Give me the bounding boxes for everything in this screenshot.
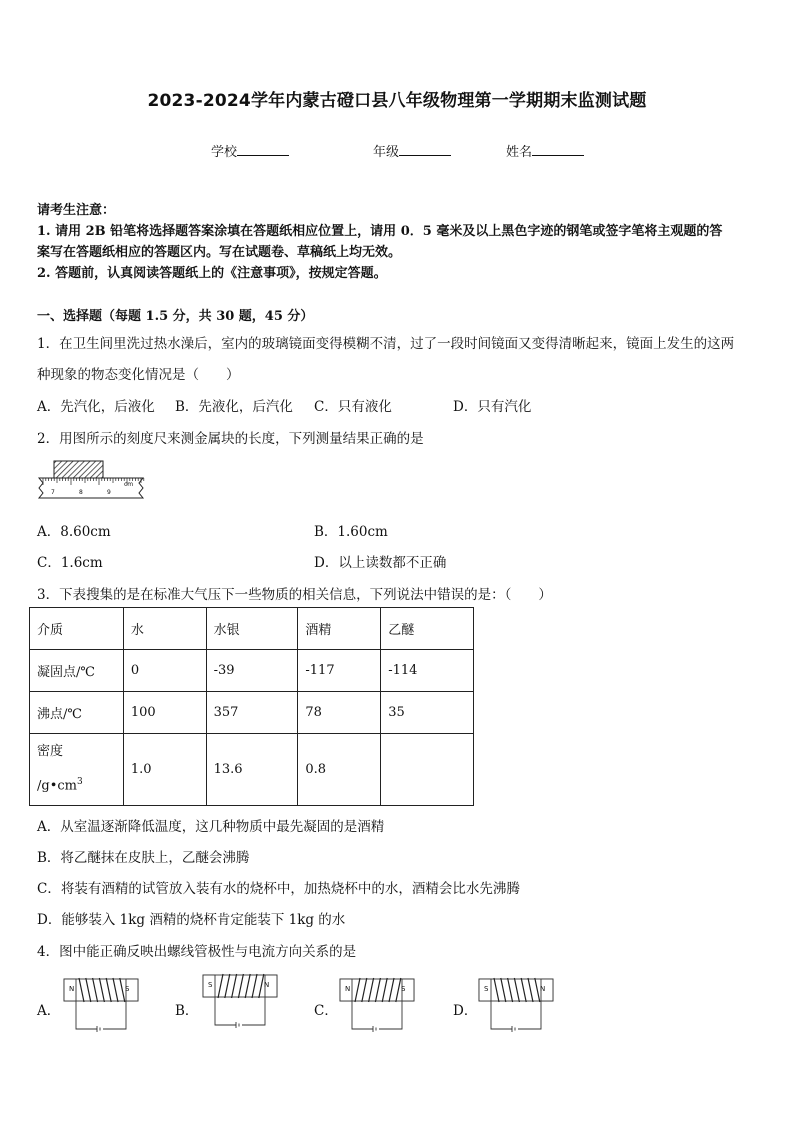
q4-option-d-label: D． (453, 1003, 478, 1019)
left-pole-label: S (484, 985, 489, 993)
q2-stem: 2．用图所示的刻度尺来测金属块的长度，下列测量结果正确的是 (37, 431, 424, 447)
ruler-figure (35, 459, 147, 501)
ruler-tick-label-7: 7 (51, 489, 55, 496)
q4-option-c-label: C． (314, 1003, 338, 1019)
grade-label: 年级 (373, 145, 400, 160)
table-cell: 100 (123, 692, 206, 734)
table-cell (381, 734, 474, 806)
q1-option-a: A．先汽化，后液化 (37, 399, 155, 415)
table-header-cell: 水银 (206, 608, 298, 650)
ruler-unit-label: cm (124, 481, 134, 488)
q3-stem: 3．下表搜集的是在标准大气压下一些物质的相关信息，下列说法中错误的是：（ ） (37, 587, 552, 603)
grade-field (373, 141, 451, 160)
density-label-line-1: 密度 (37, 744, 64, 760)
q2-option-a: A．8.60cm (37, 524, 111, 540)
left-pole-label: N (69, 985, 75, 993)
school-label: 学校 (211, 145, 238, 160)
q2-option-d: D．以上读数都不正确 (314, 555, 447, 571)
right-pole-label: N (264, 981, 270, 989)
table-cell: -39 (206, 650, 298, 692)
notice-item-1-line-1: 1. 请用 2B 铅笔将选择题答案涂填在答题纸相应位置上，请用 0．5 毫米及以上黑色字迹的钢笔或签字笔将主观题的答 (37, 224, 723, 239)
q3-option-c: C．将装有酒精的试管放入装有水的烧杯中，加热烧杯中的水，酒精会比水先沸腾 (37, 881, 520, 897)
table-cell (30, 734, 124, 806)
table-cell: -117 (298, 650, 381, 692)
table-header-cell: 介质 (30, 608, 124, 650)
table-row (30, 650, 474, 692)
table-cell: 35 (381, 692, 474, 734)
solenoid-figure-b (201, 972, 279, 1036)
table-header-cell: 水 (123, 608, 206, 650)
ruler-tick-label-9: 9 (107, 489, 111, 496)
density-label-line-2 (37, 767, 123, 801)
table-row (30, 692, 474, 734)
right-pole-label: S (125, 985, 130, 993)
q1-option-b: B．先液化，后汽化 (175, 399, 293, 415)
q2-option-b: B．1.60cm (314, 524, 388, 540)
left-pole-label: N (345, 985, 351, 993)
table-header-cell: 乙醚 (381, 608, 474, 650)
grade-blank (399, 142, 451, 156)
properties-table (29, 607, 474, 806)
q3-option-d: D．能够装入 1kg 酒精的烧杯肯定能装下 1kg 的水 (37, 912, 346, 928)
density-unit: /g•cm (37, 778, 77, 794)
right-pole-label: N (540, 985, 546, 993)
table-cell: 13.6 (206, 734, 298, 806)
q1-option-c: C．只有液化 (314, 399, 392, 415)
q2-option-c: C．1.6cm (37, 555, 103, 571)
table-cell: 0.8 (298, 734, 381, 806)
table-header-row (30, 608, 474, 650)
q3-option-a: A．从室温逐渐降低温度，这几种物质中最先凝固的是酒精 (37, 819, 385, 835)
q1-option-d: D．只有汽化 (453, 399, 532, 415)
table-cell: 沸点/℃ (30, 692, 124, 734)
name-field (506, 141, 584, 160)
notice-item-2: 2. 答题前，认真阅读答题纸上的《注意事项》，按规定答题。 (37, 266, 387, 281)
notice-item-1-line-2: 案写在答题纸相应的答题区内。写在试题卷、草稿纸上均无效。 (37, 245, 402, 260)
solenoid-figure-d (477, 976, 555, 1040)
table-row (30, 734, 474, 806)
q1-stem-line-1: 1．在卫生间里洗过热水澡后，室内的玻璃镜面变得模糊不清，过了一段时间镜面又变得清晰起来，镜面上发生的这两 (37, 336, 735, 352)
notice (37, 200, 767, 284)
notice-heading: 请考生注意： (37, 203, 116, 218)
table-cell: 0 (123, 650, 206, 692)
q3-option-b: B．将乙醚抹在皮肤上，乙醚会沸腾 (37, 850, 250, 866)
right-pole-label: S (401, 985, 406, 993)
name-blank (532, 142, 584, 156)
page-title: 2023-2024学年内蒙古磴口县八年级物理第一学期期末监测试题 (147, 91, 647, 111)
q4-stem: 4．图中能正确反映出螺线管极性与电流方向关系的是 (37, 944, 357, 960)
school-field (211, 141, 289, 160)
solenoid-figure-c (338, 976, 416, 1040)
q4-option-a-label: A． (37, 1003, 61, 1019)
table-cell: 1.0 (123, 734, 206, 806)
school-blank (237, 142, 289, 156)
table-header-cell: 酒精 (298, 608, 381, 650)
ruler-tick-label-8: 8 (79, 489, 83, 496)
table-cell: -114 (381, 650, 474, 692)
density-unit-superscript: 3 (76, 777, 83, 788)
table-cell: 78 (298, 692, 381, 734)
left-pole-label: S (208, 981, 213, 989)
table-cell: 357 (206, 692, 298, 734)
q1-stem-line-2: 种现象的物态变化情况是（ ） (37, 367, 240, 383)
solenoid-figure-a (62, 976, 140, 1040)
name-label: 姓名 (506, 145, 533, 160)
section-heading: 一、选择题（每题 1.5 分，共 30 题，45 分） (37, 309, 314, 324)
table-cell: 凝固点/℃ (30, 650, 124, 692)
q4-option-b-label: B． (175, 1003, 199, 1019)
